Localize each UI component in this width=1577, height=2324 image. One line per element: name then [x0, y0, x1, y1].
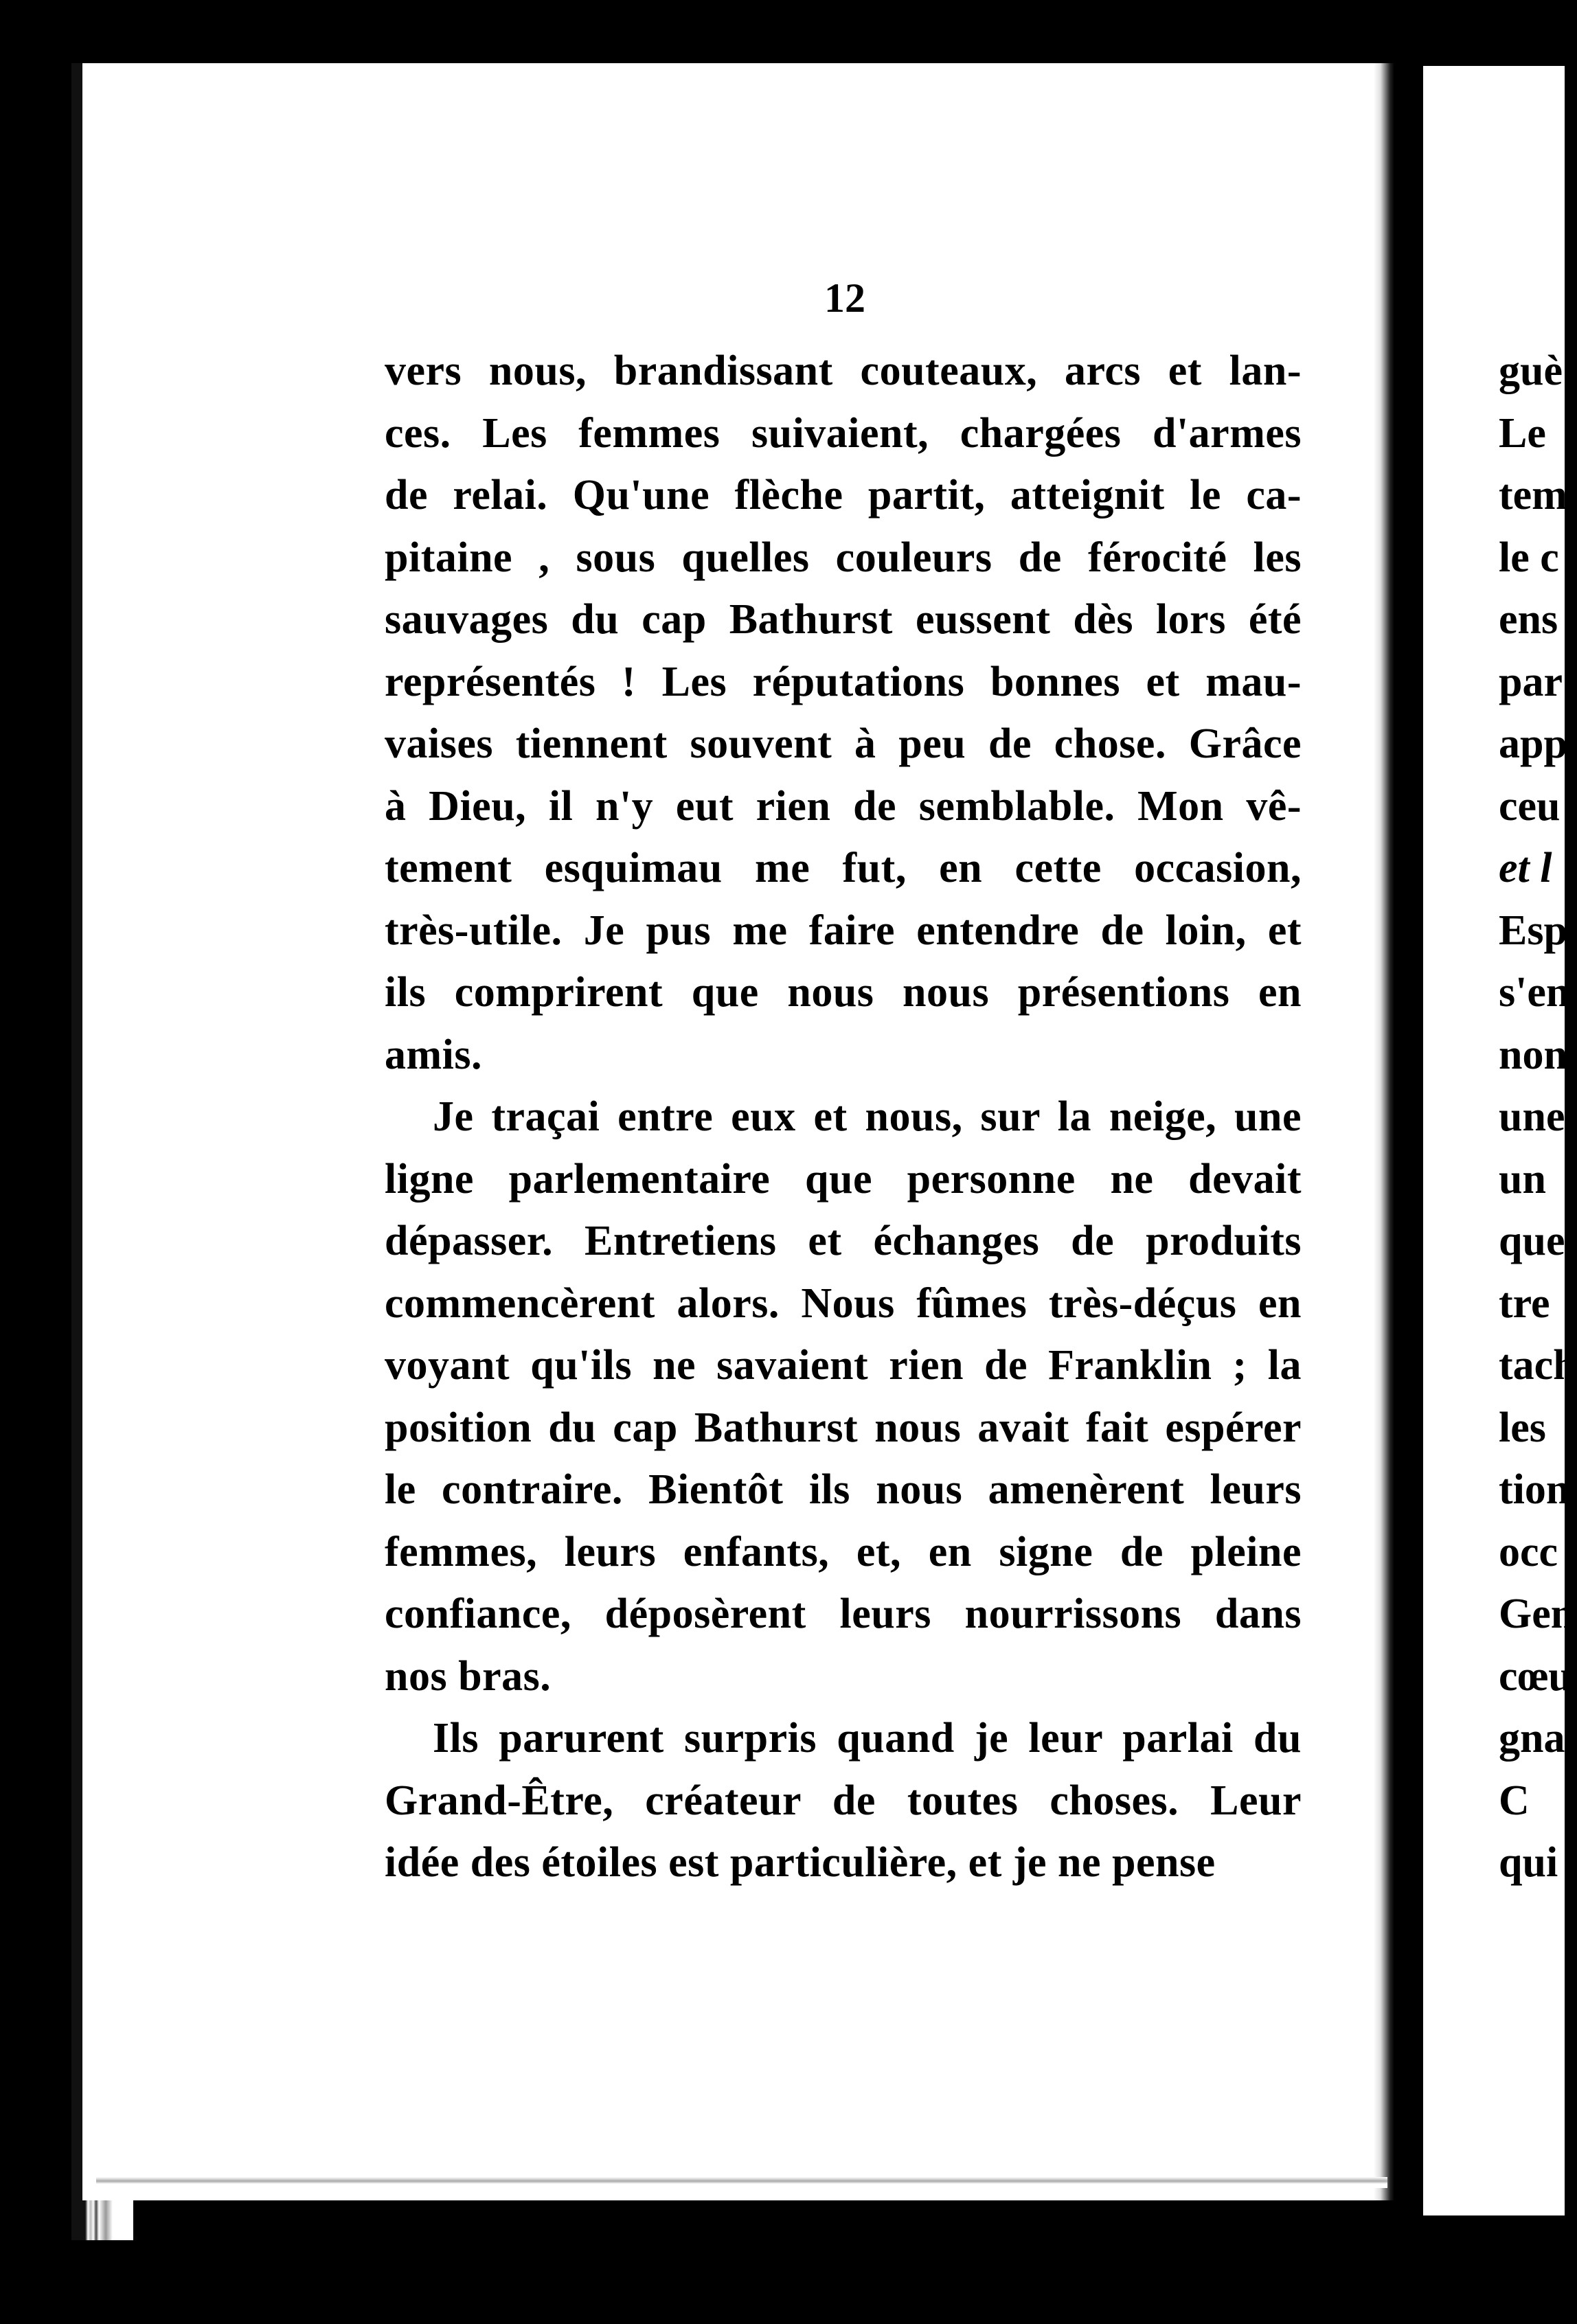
right-text-line: un: [1499, 1155, 1546, 1203]
right-text-line: une: [1499, 1093, 1565, 1140]
text-line: tement esquimau me fut, en cette occasion,: [385, 845, 1302, 891]
right-text-line: C: [1499, 1777, 1530, 1824]
text-line: très-utile. Je pus me faire entendre de loin, et: [385, 907, 1302, 954]
text-line: le contraire. Bientôt ils nous amenèrent leurs: [385, 1466, 1302, 1513]
text-line: Ils parurent surpris quand je leur parlai du: [433, 1715, 1302, 1762]
right-text-line: par: [1499, 658, 1563, 705]
text-line: représentés ! Les réputations bonnes et mau-: [385, 658, 1302, 705]
text-line: de relai. Qu'une flèche partit, atteignit le ca-: [385, 472, 1302, 519]
page-edge: [1374, 63, 1394, 2200]
text-line: amis.: [385, 1031, 482, 1078]
right-text-line: tach: [1499, 1342, 1577, 1389]
page-number: 12: [824, 275, 865, 321]
right-text-line: tion: [1499, 1466, 1570, 1513]
text-line: vaises tiennent souvent à peu de chose. Grâce: [385, 720, 1302, 767]
text-line: ligne parlementaire que personne ne devait: [385, 1155, 1302, 1203]
right-text-line: tre: [1499, 1279, 1550, 1327]
right-text-line: le c: [1499, 534, 1559, 581]
text-line: vers nous, brandissant couteaux, arcs et lan-: [385, 348, 1302, 394]
text-line: dépasser. Entretiens et échanges de produits: [385, 1218, 1302, 1264]
text-line: Je traçai entre eux et nous, sur la neige, une: [433, 1093, 1302, 1140]
right-text-line: cœu: [1499, 1652, 1572, 1700]
text-line: femmes, leurs enfants, et, en signe de pleine: [385, 1528, 1302, 1575]
right-text-line: Esp: [1499, 907, 1567, 954]
right-text-line: et l: [1499, 845, 1552, 891]
page-bottom-edge: [96, 2177, 1387, 2188]
left-page-text: [385, 340, 1302, 1894]
right-page-text: [1499, 340, 1577, 1894]
right-text-line: qui: [1499, 1839, 1558, 1886]
right-text-line: Le: [1499, 409, 1546, 457]
right-text-line: non: [1499, 1031, 1567, 1078]
right-text-line: s'en: [1499, 969, 1570, 1016]
text-line: Grand-Être, créateur de toutes choses. Leur: [385, 1777, 1302, 1824]
text-line: nos bras.: [385, 1652, 552, 1700]
right-text-line: ceu: [1499, 782, 1561, 830]
text-line: à Dieu, il n'y eut rien de semblable. Mon vê-: [385, 782, 1302, 830]
right-text-line: occ: [1499, 1528, 1558, 1575]
text-line: idée des étoiles est particulière, et je ne pense: [385, 1839, 1216, 1886]
right-text-line: app: [1499, 720, 1567, 767]
text-line: voyant qu'ils ne savaient rien de Franklin ; la: [385, 1342, 1302, 1389]
right-text-line: ens: [1499, 596, 1558, 643]
right-text-line: Gen: [1499, 1591, 1575, 1637]
right-text-line: que: [1499, 1218, 1565, 1264]
right-text-line: les: [1499, 1404, 1546, 1451]
right-text-line: gna: [1499, 1715, 1565, 1762]
text-line: ils comprirent que nous nous présentions en: [385, 969, 1302, 1016]
text-line: confiance, déposèrent leurs nourrissons dans: [385, 1591, 1302, 1637]
right-text-line: tem: [1499, 472, 1567, 519]
text-line: position du cap Bathurst nous avait fait espérer: [385, 1404, 1302, 1451]
text-line: ces. Les femmes suivaient, chargées d'armes: [385, 409, 1302, 457]
text-line: commencèrent alors. Nous fûmes très-déçus en: [385, 1279, 1302, 1327]
text-line: sauvages du cap Bathurst eussent dès lors été: [385, 596, 1302, 643]
text-line: pitaine , sous quelles couleurs de férocité les: [385, 534, 1302, 581]
right-text-line: guè: [1499, 348, 1563, 394]
